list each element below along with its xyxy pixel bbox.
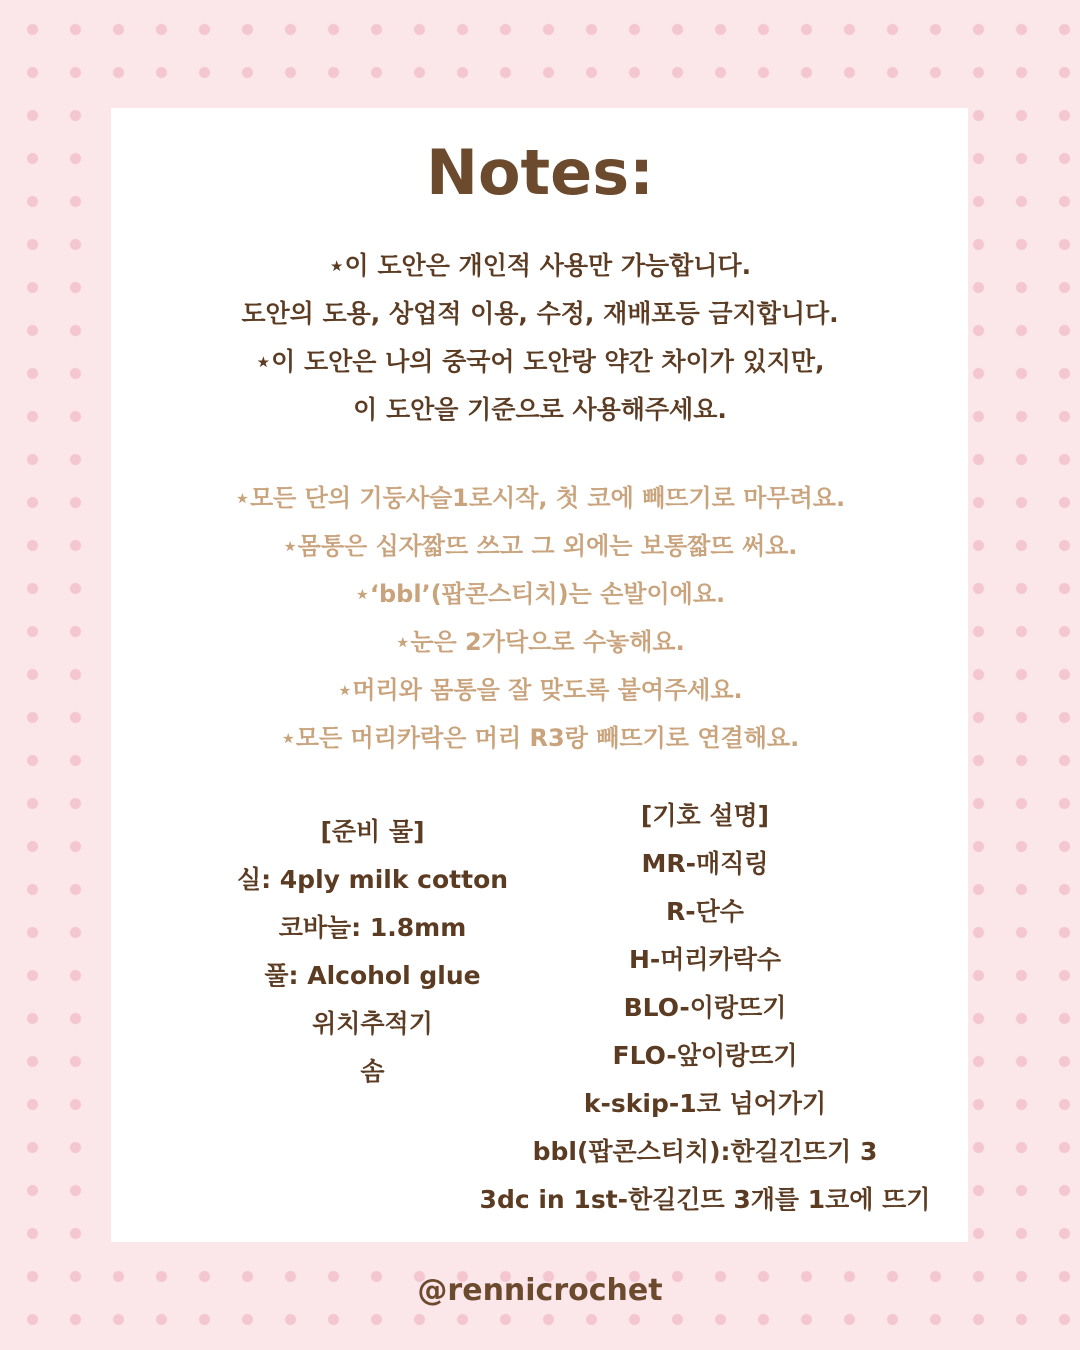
symbols-heading: [기호 설명]	[640, 801, 770, 830]
usage-note-line: ⋆이 도안은 나의 중국어 도안랑 약간 차이가 있지만,	[255, 347, 825, 376]
usage-notes	[120, 242, 960, 434]
usage-note-line: 이 도안을 기준으로 사용해주세요.	[353, 395, 727, 424]
materials-item: 위치추적기	[312, 1009, 433, 1038]
materials-heading: [준비 물]	[320, 817, 425, 846]
pattern-note-line: ⋆머리와 몸통을 잘 맞도록 붙여주세요.	[337, 676, 743, 704]
materials-item: 코바늘: 1.8mm	[278, 913, 467, 942]
symbols-list	[440, 792, 970, 1224]
materials-item: 풀: Alcohol glue	[264, 961, 481, 990]
materials-item: 솜	[360, 1057, 385, 1086]
pattern-note-line: ⋆모든 단의 기둥사슬1로시작, 첫 코에 빼뜨기로 마무려요.	[234, 484, 846, 512]
pattern-note-line: ⋆눈은 2가닥으로 수놓해요.	[395, 628, 685, 656]
pattern-notes	[120, 474, 960, 762]
usage-note-line: ⋆이 도안은 개인적 사용만 가능합니다.	[328, 251, 752, 280]
symbols-item: 3dc in 1st-한길긴뜨 3개를 1코에 뜨기	[479, 1185, 931, 1214]
symbols-item: H-머리카락수	[628, 945, 782, 974]
symbols-item: MR-매직링	[641, 849, 769, 878]
notes-title: Notes:	[426, 136, 654, 209]
symbols-item: FLO-앞이랑뜨기	[612, 1041, 798, 1070]
symbols-item: bbl(팝콘스티치):한길긴뜨기 3	[532, 1137, 878, 1166]
usage-note-line: 도안의 도용, 상업적 이용, 수정, 재배포등 금지합니다.	[241, 299, 839, 328]
materials-item: 실: 4ply milk cotton	[236, 865, 509, 894]
pattern-note-line: ⋆몸통은 십자짧뜨 쓰고 그 외에는 보통짧뜨 써요.	[282, 532, 798, 560]
symbols-item: BLO-이랑뜨기	[623, 993, 787, 1022]
author-handle: @rennicrochet	[417, 1273, 663, 1308]
symbols-item: k-skip-1코 넘어가기	[583, 1089, 827, 1118]
symbols-item: R-단수	[666, 897, 744, 926]
pattern-note-line: ⋆‘bbl’(팝콘스티치)는 손발이에요.	[354, 580, 726, 608]
pattern-note-line: ⋆모든 머리카락은 머리 R3랑 빼뜨기로 연결해요.	[280, 724, 800, 752]
